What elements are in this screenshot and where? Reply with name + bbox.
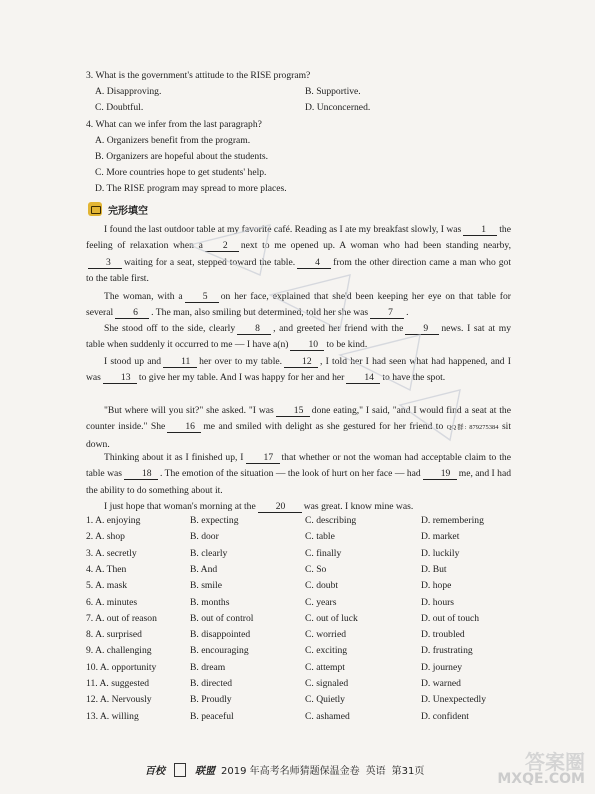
choice-4-d: D. But xyxy=(421,563,447,575)
blank-10: 10 xyxy=(290,339,324,351)
choice-3-a: 3. A. secretly xyxy=(86,547,137,559)
question-number: 4. xyxy=(86,119,94,130)
choice-11-c: C. signaled xyxy=(305,678,349,689)
q4-option-a: A. Organizers benefit from the program. xyxy=(95,135,251,146)
blank-19: 19 xyxy=(423,468,457,480)
passage-paragraph-7: I just hope that woman's morning at the 20 was great. I know mine was. xyxy=(104,501,414,512)
passage-paragraph-3: She stood off to the side, clearly 8 , and greeted her friend with the 9 news. I sat at my table when suddenly it occurred to me — I have a(n) 10 to be kind. xyxy=(86,323,512,351)
blank-11: 11 xyxy=(163,356,197,368)
choice-10-c: C. attempt xyxy=(305,661,345,673)
watermark-cn: 答案圈 xyxy=(525,750,585,774)
question-number: 3. xyxy=(86,70,94,81)
choice-9-d: D. frustrating xyxy=(421,645,473,657)
choice-1-b: B. expecting xyxy=(190,515,239,526)
choice-13-c: C. ashamed xyxy=(305,710,350,722)
choice-7-b: B. out of control xyxy=(190,612,254,624)
blank-3: 3 xyxy=(88,257,122,269)
choice-7-d: D. out of touch xyxy=(421,612,480,624)
choice-1-a: 1. A. enjoying xyxy=(86,515,141,526)
choice-12-c: C. Quietly xyxy=(305,694,345,706)
blank-13: 13 xyxy=(103,372,137,384)
choice-5-a: 5. A. mask xyxy=(86,580,128,592)
blank-17: 17 xyxy=(246,452,280,464)
blank-4: 4 xyxy=(297,257,331,269)
choice-10-a: 10. A. opportunity xyxy=(86,661,157,673)
q3-option-c: C. Doubtful. xyxy=(95,102,144,113)
choice-8-d: D. troubled xyxy=(421,629,465,641)
choice-5-c: C. doubt xyxy=(305,580,339,592)
passage-paragraph-4: I stood up and 11 her over to my table. 12 , I told her I had seen what had happened, and I was 13 to give her my table. And I was happy for her and her 14 to have the spot. xyxy=(86,356,511,384)
choice-5-b: B. smile xyxy=(190,580,222,592)
passage-paragraph-2: The woman, with a 5 on her face, explained that she'd been keeping her eye on that table for several 6 . The man, also smiling but determined, told her she was 7 . xyxy=(86,291,511,319)
choice-9-b: B. encouraging xyxy=(190,645,249,657)
choice-13-a: 13. A. willing xyxy=(86,710,139,722)
q3-option-a: A. Disapproving. xyxy=(95,86,162,97)
choice-6-c: C. years xyxy=(305,596,337,608)
question-4 xyxy=(86,119,262,131)
choice-7-c: C. out of luck xyxy=(305,612,358,624)
q3-option-b: B. Supportive. xyxy=(305,86,361,97)
choice-12-b: B. Proudly xyxy=(190,694,232,706)
blank-18: 18 xyxy=(124,468,158,480)
exam-title: 2019 年高考名师猜题保温金卷 xyxy=(221,766,360,777)
page-footer xyxy=(145,762,424,777)
brand-name-a: 百校 xyxy=(145,766,165,777)
blank-16: 16 xyxy=(167,421,201,433)
choice-1-d: D. remembering xyxy=(421,515,484,526)
choice-2-b: B. door xyxy=(190,531,219,543)
blank-12: 12 xyxy=(284,356,318,368)
choice-3-c: C. finally xyxy=(305,547,342,559)
choice-2-a: 2. A. shop xyxy=(86,531,125,543)
choice-11-b: B. directed xyxy=(190,678,233,689)
section-header xyxy=(88,200,148,218)
blank-1: 1 xyxy=(463,224,497,236)
choice-6-d: D. hours xyxy=(421,596,455,608)
brand-name-b: 联盟 xyxy=(195,766,215,777)
choice-13-d: D. confident xyxy=(421,710,469,722)
page-number: 第31页 xyxy=(391,766,425,777)
section-title: 完形填空 xyxy=(108,205,148,217)
choice-7-a: 7. A. out of reason xyxy=(86,612,157,624)
folder-icon xyxy=(88,202,102,216)
qq-group-note: QQ群: 879275384 xyxy=(446,424,499,432)
choice-9-c: C. exciting xyxy=(305,645,348,657)
choice-4-b: B. And xyxy=(190,563,218,575)
brand-logo-icon xyxy=(174,763,186,777)
choice-4-a: 4. A. Then xyxy=(86,563,127,575)
blank-2: 2 xyxy=(205,240,239,252)
q4-option-c: C. More countries hope to get students' help. xyxy=(95,167,267,178)
blank-14: 14 xyxy=(346,372,380,384)
choice-4-c: C. So xyxy=(305,563,327,575)
subject: 英语 xyxy=(365,766,386,777)
blank-20: 20 xyxy=(258,501,302,513)
blank-8: 8 xyxy=(237,323,271,335)
choice-2-d: D. market xyxy=(421,531,460,543)
choice-13-b: B. peaceful xyxy=(190,710,234,722)
choice-9-a: 9. A. challenging xyxy=(86,645,152,657)
choice-8-a: 8. A. surprised xyxy=(86,629,142,641)
choice-11-d: D. warned xyxy=(421,678,461,689)
choice-1-c: C. describing xyxy=(305,515,357,526)
choice-10-d: D. journey xyxy=(421,661,463,673)
site-watermark xyxy=(465,746,585,786)
choice-8-c: C. worried xyxy=(305,629,347,641)
choice-3-b: B. clearly xyxy=(190,547,228,559)
choice-11-a: 11. A. suggested xyxy=(86,678,150,689)
question-3 xyxy=(86,70,310,82)
q3-option-d: D. Unconcerned. xyxy=(305,102,371,113)
blank-7: 7 xyxy=(370,307,404,319)
passage-paragraph-1: I found the last outdoor table at my favorite café. Reading as I ate my breakfast slowly, I was 1 the feeling of relaxation when a 2 next to me opened up. A woman who had been standing nearby,3 waiting for a seat, stepped toward the table. 4 from the other direction came a man who got to the table first. xyxy=(86,224,512,284)
choice-8-b: B. disappointed xyxy=(190,629,251,641)
choice-12-d: D. Unexpectedly xyxy=(421,694,487,706)
choice-12-a: 12. A. Nervously xyxy=(86,694,152,706)
q4-option-d: D. The RISE program may spread to more places. xyxy=(95,183,287,194)
watermark-en: MXQE.COM xyxy=(497,771,585,787)
passage-paragraph-5: "But where will you sit?" she asked. "I was 15 done eating," I said, "and I would find a seat at the counter inside." She 16 me and smiled with delight as she gestured for her friend to QQ群: 879275384 sit down. xyxy=(86,405,512,450)
blank-5: 5 xyxy=(185,291,219,303)
question-text: What can we infer from the last paragraph? xyxy=(95,119,262,130)
question-text: What is the government's attitude to the RISE program? xyxy=(95,70,311,81)
choice-6-a: 6. A. minutes xyxy=(86,596,138,608)
q4-option-b: B. Organizers are hopeful about the students. xyxy=(95,151,268,162)
blank-6: 6 xyxy=(115,307,149,319)
choice-10-b: B. dream xyxy=(190,661,226,673)
passage-paragraph-6: Thinking about it as I finished up, I 17 that whether or not the woman had acceptable claim to the table was 18 . The emotion of the situation — the look of hurt on her face — had 19 me, and I had the ability to do something about it. xyxy=(86,452,512,496)
blank-15: 15 xyxy=(276,405,310,417)
blank-9: 9 xyxy=(405,323,439,335)
choice-6-b: B. months xyxy=(190,596,230,608)
choice-3-d: D. luckily xyxy=(421,547,460,559)
choice-5-d: D. hope xyxy=(421,580,452,592)
choice-2-c: C. table xyxy=(305,531,335,543)
